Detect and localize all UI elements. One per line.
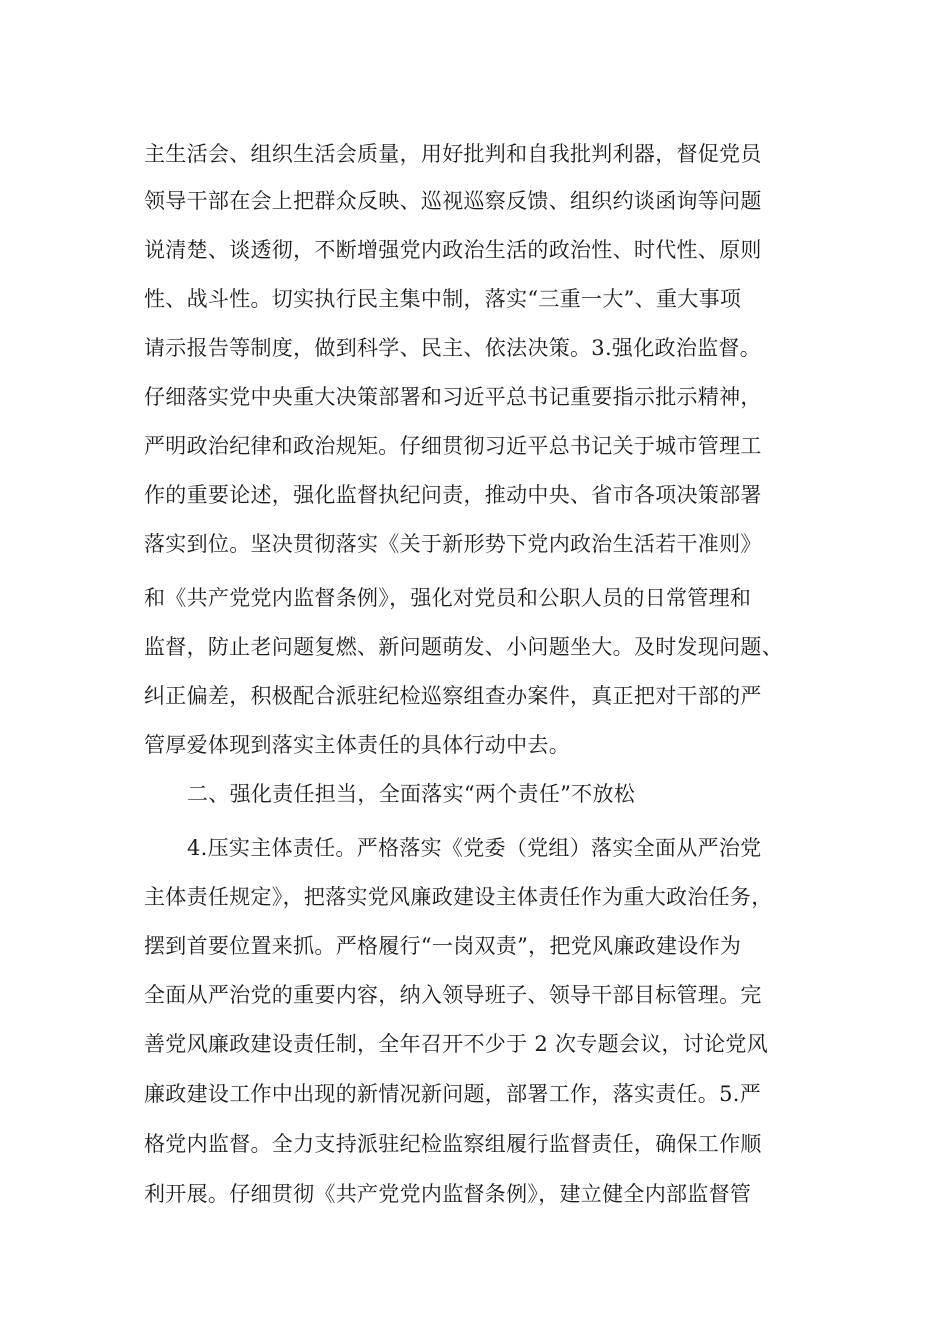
text-line: 性、战斗性。切实执行民主集中制，落实“三重一大”、重大事项 (144, 287, 742, 311)
text-line: 说清楚、谈透彻，不断增强党内政治生活的政治性、时代性、原则 (144, 238, 762, 262)
text-line: 落实到位。坚决贯彻落实《关于新形势下党内政治生活若干准则》 (144, 532, 762, 556)
text-line: 4.压实主体责任。严格落实《党委（党组）落实全面从严治党 (187, 836, 762, 860)
text-line: 主生活会、组织生活会质量，用好批判和自我批判利器，督促党员 (144, 142, 762, 166)
text-line: 严明政治纪律和政治规矩。仔细贯彻习近平总书记关于城市管理工 (144, 434, 762, 458)
text-line: 廉政建设工作中出现的新情况新问题，部署工作，落实责任。5.严 (144, 1082, 762, 1106)
section-heading: 二、强化责任担当，全面落实“两个责任”不放松 (187, 782, 636, 806)
text-line: 领导干部在会上把群众反映、巡视巡察反馈、组织约谈函询等问题 (144, 189, 762, 213)
text-line: 和《共产党党内监督条例》，强化对党员和公职人员的日常管理和 (144, 586, 752, 610)
text-line: 请示报告等制度，做到科学、民主、依法决策。3.强化政治监督。 (144, 336, 762, 360)
text-line: 善党风廉政建设责任制，全年召开不少于 2 次专题会议，讨论党风 (144, 1032, 769, 1056)
text-line: 摆到首要位置来抓。严格履行“一岗双责”，把党风廉政建设作为 (144, 934, 742, 958)
text-line: 利开展。仔细贯彻《共产党党内监督条例》，建立健全内部监督管 (144, 1182, 752, 1206)
text-line: 作的重要论述，强化监督执纪问责，推动中央、省市各项决策部署 (144, 483, 762, 507)
text-line: 管厚爱体现到落实主体责任的具体行动中去。 (144, 733, 570, 757)
text-line: 纠正偏差，积极配合派驻纪检巡察组查办案件，真正把对干部的严 (144, 684, 762, 708)
text-line: 仔细落实党中央重大决策部署和习近平总书记重要指示批示精神， (144, 385, 762, 409)
text-line: 主体责任规定》，把落实党风廉政建设主体责任作为重大政治任务， (144, 885, 773, 909)
text-line: 全面从严治党的重要内容，纳入领导班子、领导干部目标管理。完 (144, 983, 762, 1007)
text-line: 监督，防止老问题复燃、新问题萌发、小问题坐大。及时发现问题、 (144, 635, 783, 659)
text-line: 格党内监督。全力支持派驻纪检监察组履行监督责任，确保工作顺 (144, 1132, 762, 1156)
